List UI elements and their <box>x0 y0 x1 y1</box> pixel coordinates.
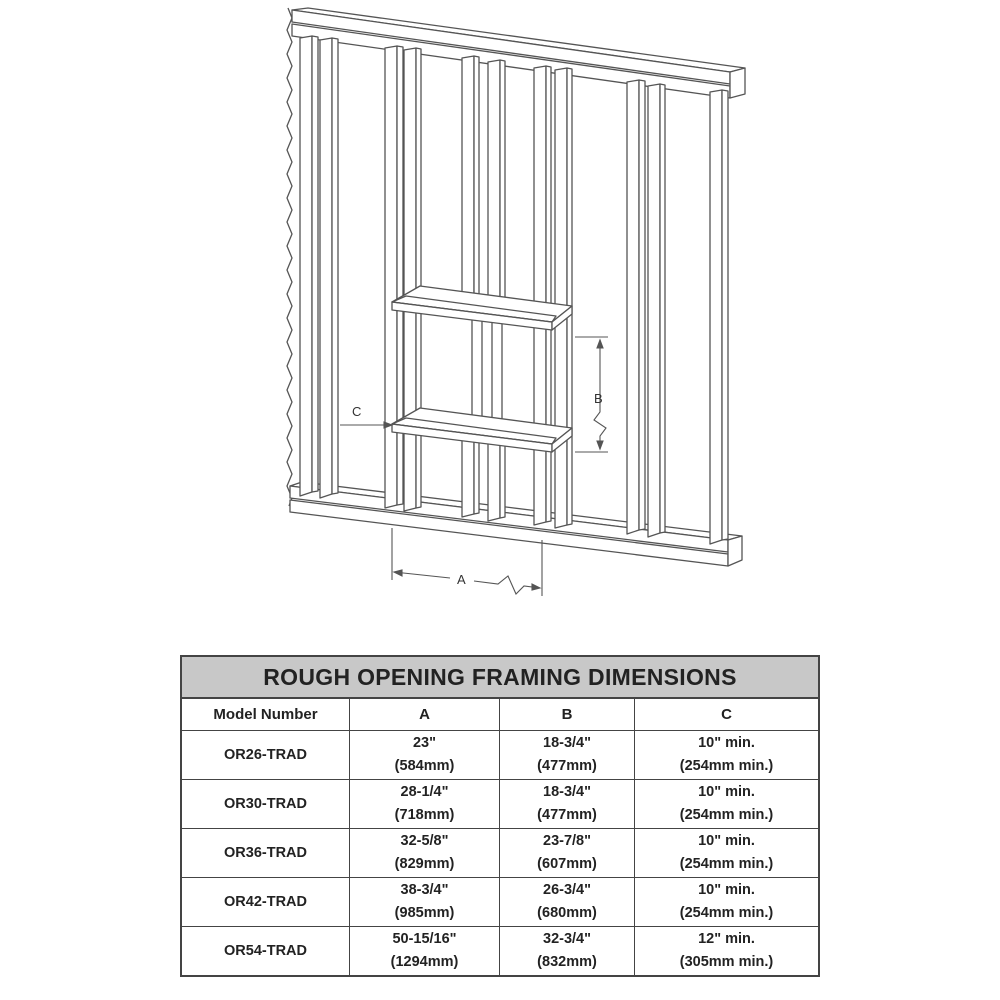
metric-value: (718mm) <box>394 807 455 823</box>
imperial-value: 38-3/4" <box>400 882 449 898</box>
dimension-b-cell <box>500 829 635 878</box>
cripple-studs-upper <box>462 56 505 318</box>
dimension-a-cell <box>350 927 500 977</box>
metric-value: (584mm) <box>394 758 455 774</box>
dimension-b-cell <box>500 927 635 977</box>
table-row <box>181 731 819 780</box>
metric-value: (607mm) <box>537 856 597 872</box>
metric-value: (832mm) <box>537 954 597 970</box>
metric-value: (254mm min.) <box>679 807 774 823</box>
imperial-value: 26-3/4" <box>543 882 591 898</box>
imperial-value: 10" min. <box>698 735 755 751</box>
metric-value: (254mm min.) <box>679 905 774 921</box>
imperial-value: 10" min. <box>698 882 755 898</box>
imperial-value: 23-7/8" <box>543 833 591 849</box>
metric-value: (305mm min.) <box>679 954 774 970</box>
imperial-value: 23" <box>412 735 436 751</box>
imperial-value: 28-1/4" <box>400 784 449 800</box>
dimension-b <box>575 337 608 452</box>
dimension-c-cell <box>635 927 820 977</box>
right-studs <box>627 80 728 544</box>
imperial-value: 10" min. <box>698 833 755 849</box>
dimension-c-cell <box>635 829 820 878</box>
imperial-value: 32-5/8" <box>400 833 449 849</box>
dimension-c-cell <box>635 878 820 927</box>
left-studs <box>300 36 338 498</box>
dimension-label-b: B <box>594 391 603 406</box>
dimension-c <box>340 422 392 428</box>
wall-break-line <box>287 8 292 506</box>
dimension-c-cell <box>635 780 820 829</box>
imperial-value: 12" min. <box>698 931 755 947</box>
metric-value: (985mm) <box>394 905 455 921</box>
imperial-value: 32-3/4" <box>543 931 591 947</box>
dimension-c-cell <box>635 731 820 780</box>
dimension-b-cell <box>500 780 635 829</box>
framing-dimensions-table <box>180 655 820 977</box>
table-row <box>181 878 819 927</box>
header-model-number: Model Number <box>181 698 350 731</box>
metric-value: (1294mm) <box>390 954 459 970</box>
dimension-a-cell <box>350 780 500 829</box>
model-number-cell: OR26-TRAD <box>181 731 350 780</box>
imperial-value: 18-3/4" <box>543 784 591 800</box>
top-plate <box>292 8 745 98</box>
metric-value: (254mm min.) <box>679 758 774 774</box>
dimension-label-a: A <box>457 572 466 587</box>
table-title: ROUGH OPENING FRAMING DIMENSIONS <box>181 656 819 698</box>
dimension-a-cell <box>350 731 500 780</box>
dimension-a-cell <box>350 829 500 878</box>
metric-value: (829mm) <box>394 856 455 872</box>
dimension-a-cell <box>350 878 500 927</box>
table-row <box>181 927 819 977</box>
model-number-cell: OR54-TRAD <box>181 927 350 977</box>
header-a: A <box>350 698 500 731</box>
header-c: C <box>635 698 820 731</box>
header-b: B <box>500 698 635 731</box>
bottom-plate <box>290 482 742 566</box>
table-row <box>181 780 819 829</box>
table-row <box>181 829 819 878</box>
model-number-cell: OR36-TRAD <box>181 829 350 878</box>
metric-value: (477mm) <box>537 758 597 774</box>
model-number-cell: OR30-TRAD <box>181 780 350 829</box>
metric-value: (477mm) <box>537 807 597 823</box>
imperial-value: 10" min. <box>698 784 755 800</box>
dimension-label-c: C <box>352 404 362 419</box>
model-number-cell: OR42-TRAD <box>181 878 350 927</box>
dimension-b-cell <box>500 878 635 927</box>
imperial-value: 18-3/4" <box>543 735 591 751</box>
cripple-studs-middle <box>472 314 502 427</box>
metric-value: (680mm) <box>537 905 597 921</box>
imperial-value: 50-15/16" <box>392 931 457 947</box>
metric-value: (254mm min.) <box>679 856 774 872</box>
dimension-b-cell <box>500 731 635 780</box>
opening-right-studs <box>534 66 572 528</box>
opening-left-studs <box>385 46 421 511</box>
